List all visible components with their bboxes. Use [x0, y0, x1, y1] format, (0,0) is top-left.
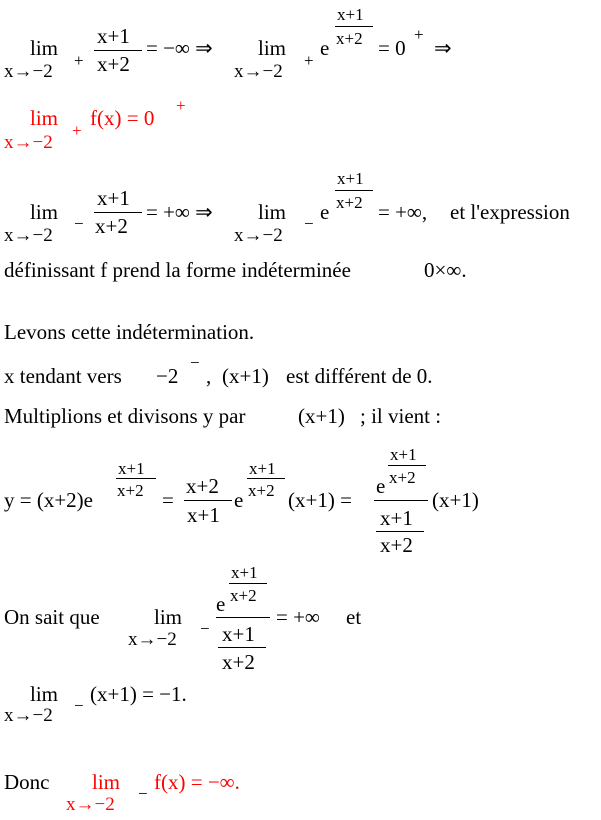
expr: (x+1) = −1.	[90, 682, 187, 706]
result-side: +	[176, 96, 186, 115]
f-expr: f(x) = −∞.	[154, 770, 240, 794]
lim-label: lim	[30, 106, 59, 130]
den-bar	[218, 647, 266, 648]
big-frac-bar	[374, 500, 428, 501]
e2-bar	[247, 478, 285, 479]
den-den: x+2	[222, 650, 255, 674]
exp-base: e	[320, 200, 330, 224]
lim-under: x→−2	[4, 225, 53, 246]
text: On sait que	[4, 605, 100, 629]
f-num: x+2	[186, 474, 219, 498]
big-e-num: x+1	[390, 445, 417, 464]
text-2: ; il vient :	[360, 404, 442, 428]
lim-under: x→−2	[4, 61, 53, 82]
lim-side: −	[200, 619, 210, 638]
result: = +∞,	[378, 200, 428, 224]
lim-label: lim	[154, 605, 183, 629]
e-base: e	[216, 592, 226, 616]
result-side: +	[414, 25, 424, 44]
f-expr: f(x) = 0	[90, 106, 155, 130]
line-5: Levons cette indétermination.	[4, 320, 255, 344]
big-e-base: e	[376, 474, 386, 498]
relation: = +∞ ⇒	[146, 200, 213, 224]
exp-den: x+2	[336, 29, 363, 48]
frac-num: x+1	[97, 24, 130, 48]
big-den-den: x+2	[380, 533, 413, 557]
lim-side: +	[74, 51, 84, 70]
lim-under-2: x→−2	[234, 225, 283, 246]
math-1-sup: −	[190, 353, 200, 372]
f-bar	[184, 500, 232, 501]
lim-under: x→−2	[128, 629, 177, 650]
lim-label-2: lim	[258, 36, 287, 60]
exp-num: x+1	[337, 169, 364, 188]
text: Donc	[4, 770, 50, 794]
implies: ⇒	[434, 36, 452, 60]
den-num: x+1	[222, 622, 255, 646]
lim-side: −	[74, 214, 84, 233]
separator: ,	[206, 364, 212, 388]
lim-side-2: +	[304, 51, 314, 70]
text: définissant f prend la forme indéterminée	[4, 258, 351, 282]
lim-label: lim	[30, 200, 59, 224]
lim-side: +	[72, 121, 82, 140]
frac-den: x+2	[97, 52, 130, 76]
e2-num: x+1	[249, 459, 276, 478]
e-bar	[116, 478, 156, 479]
math-1: −2	[156, 364, 179, 388]
e-bar	[229, 583, 267, 584]
lim-under: x→−2	[4, 705, 53, 726]
equals: =	[162, 488, 174, 512]
exp-num: x+1	[337, 5, 364, 24]
text-2: est différent de 0.	[286, 364, 433, 388]
lim-side-2: −	[304, 214, 314, 233]
e-den: x+2	[230, 586, 257, 605]
e2-den: x+2	[248, 481, 275, 500]
big-den-num: x+1	[380, 506, 413, 530]
frac-bar	[94, 50, 142, 51]
frac-den: x+2	[95, 214, 128, 238]
big-den-bar	[376, 531, 424, 532]
big-e-bar	[388, 465, 426, 466]
lim-label-2: lim	[258, 200, 287, 224]
lim-side: −	[74, 696, 84, 715]
relation: = −∞ ⇒	[146, 36, 213, 60]
text: et l'expression	[450, 200, 570, 224]
lim-under: x→−2	[66, 794, 115, 815]
big-e-den: x+2	[389, 468, 416, 487]
lim-under-2: x→−2	[234, 61, 283, 82]
e2-base: e	[234, 488, 244, 512]
lim-side: −	[138, 784, 148, 803]
lim-under: x→−2	[4, 132, 53, 153]
relation: = +∞	[276, 605, 320, 629]
lim-label: lim	[92, 770, 121, 794]
e-num: x+1	[231, 563, 258, 582]
frac-bar	[94, 212, 142, 213]
e-den: x+2	[117, 481, 144, 500]
indeterminate-form: 0×∞.	[424, 258, 467, 282]
exp-bar	[335, 26, 373, 27]
text: Multiplions et divisons y par	[4, 404, 246, 428]
lim-label: lim	[30, 36, 59, 60]
tail: (x+1) =	[288, 488, 352, 512]
exp-bar	[335, 190, 373, 191]
f-den: x+1	[187, 503, 220, 527]
tail-2: (x+1)	[432, 488, 479, 512]
exp-den: x+2	[336, 193, 363, 212]
frac-bar	[216, 617, 270, 618]
frac-num: x+1	[97, 186, 130, 210]
text-1: x tendant vers	[4, 364, 122, 388]
math: (x+1)	[298, 404, 345, 428]
result: = 0	[378, 36, 406, 60]
e-num: x+1	[118, 459, 145, 478]
y-expr: y = (x+2)e	[4, 488, 93, 512]
text-2: et	[346, 605, 362, 629]
math-2: (x+1)	[222, 364, 269, 388]
lim-label: lim	[30, 682, 59, 706]
exp-base: e	[320, 36, 330, 60]
